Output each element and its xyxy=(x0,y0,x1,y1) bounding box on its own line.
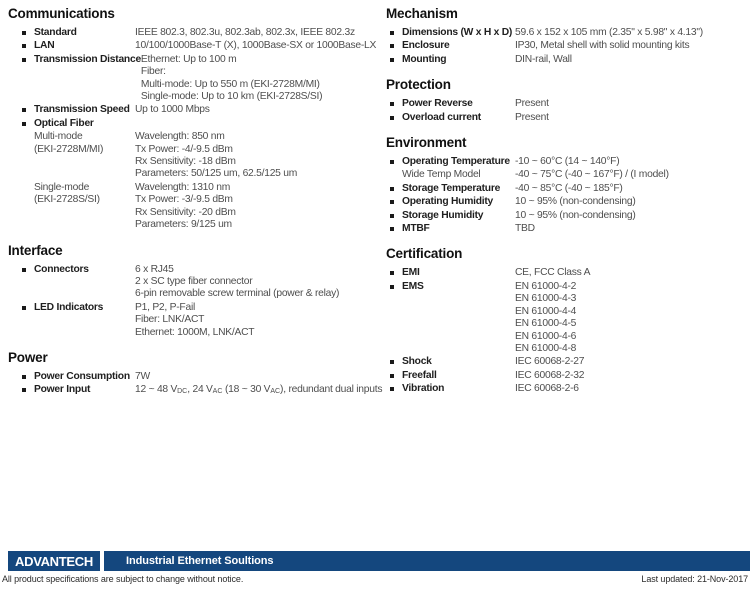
label-text xyxy=(402,356,432,368)
label-line: LAN xyxy=(34,40,55,52)
spec-label xyxy=(386,54,515,66)
spec-label xyxy=(386,383,515,395)
spec-row xyxy=(8,182,380,232)
label-text xyxy=(34,371,130,383)
value-line: Ethernet: 1000M, LNK/ACT xyxy=(135,326,255,338)
value-line: Up to 1000 Mbps xyxy=(135,104,210,116)
spec-label xyxy=(8,118,135,130)
spec-row xyxy=(386,223,746,235)
bullet-icon xyxy=(390,227,394,231)
spec-label xyxy=(386,156,515,168)
spec-row xyxy=(8,302,380,339)
value-line: Tx Power: -3/-9.5 dBm xyxy=(135,194,233,206)
bullet-icon xyxy=(22,108,26,112)
spec-row xyxy=(386,281,746,355)
disclaimer-text: All product specifications are subject to change without notice. xyxy=(2,574,244,584)
value-line: TBD xyxy=(515,223,535,235)
value-line: -40 ~ 75°C (-40 ~ 167°F) / (I model) xyxy=(515,169,669,181)
label-line: EMS xyxy=(402,280,424,292)
section-protection xyxy=(386,77,746,124)
value-line: -40 ~ 85°C (-40 ~ 185°F) xyxy=(515,182,623,194)
spec-row xyxy=(8,27,380,39)
spec-label xyxy=(386,169,515,181)
bullet-icon xyxy=(22,31,26,35)
footer-banner-title: Industrial Ethernet Soultions xyxy=(126,555,274,567)
value-line: Tx Power: -4/-9.5 dBm xyxy=(135,143,233,155)
label-text xyxy=(34,40,54,52)
value-line: IEC 60068-2-6 xyxy=(515,383,579,395)
spec-label xyxy=(386,27,515,39)
spec-value xyxy=(515,112,549,124)
footer-banner xyxy=(104,551,750,571)
spec-row xyxy=(8,40,380,52)
label-line: (EKI-2728M/MI) xyxy=(34,143,104,155)
label-line: Power Consumption xyxy=(34,370,130,382)
value-line: CE, FCC Class A xyxy=(515,267,591,279)
value-line: IEC 60068-2-32 xyxy=(515,369,585,381)
label-text xyxy=(402,183,500,195)
bullet-icon xyxy=(22,268,26,272)
label-line: Freefall xyxy=(402,369,437,381)
section-title: Protection xyxy=(386,77,451,93)
section-certification xyxy=(386,246,746,395)
value-line: DIN-rail, Wall xyxy=(515,53,572,65)
section-interface xyxy=(8,243,380,339)
value-line: 6 x RJ45 xyxy=(135,263,174,275)
bullet-icon xyxy=(390,102,394,106)
section-communications xyxy=(8,6,380,232)
label-line: (EKI-2728S/SI) xyxy=(34,194,100,206)
label-line: Operating Humidity xyxy=(402,196,494,208)
value-line: Rx Sensitivity: -20 dBm xyxy=(135,206,236,218)
bullet-icon xyxy=(390,44,394,48)
label-text xyxy=(34,27,77,39)
spec-label xyxy=(386,267,515,279)
value-line: Present xyxy=(515,98,549,110)
value-line: 7W xyxy=(135,370,150,382)
spec-value xyxy=(135,302,254,339)
spec-value xyxy=(515,156,619,168)
spec-value xyxy=(515,40,689,52)
label-text xyxy=(402,169,480,181)
spec-row xyxy=(386,98,746,110)
label-text xyxy=(402,370,437,382)
value-line: EN 61000-4-5 xyxy=(515,318,577,330)
bullet-icon xyxy=(22,306,26,310)
value-line: -10 ~ 60°C (14 ~ 140°F) xyxy=(515,156,620,168)
value-segment: ), redundant dual inputs xyxy=(280,384,383,396)
value-line: 59.6 x 152 x 105 mm (2.35" x 5.98" x 4.13") xyxy=(515,27,703,38)
spec-row xyxy=(386,112,746,124)
value-line: Multi-mode: Up to 550 m (EKI-2728M/MI) xyxy=(140,78,320,90)
spec-value xyxy=(515,54,572,66)
footer-note xyxy=(2,574,748,584)
bullet-icon xyxy=(22,58,26,62)
advantech-logo xyxy=(8,551,100,571)
bullet-icon xyxy=(390,160,394,164)
bullet-icon xyxy=(390,387,394,391)
section-power xyxy=(8,349,383,398)
spec-label xyxy=(8,27,135,39)
spec-label xyxy=(386,112,515,124)
label-text xyxy=(402,267,420,279)
spec-row xyxy=(386,169,746,181)
value-line: EN 61000-4-6 xyxy=(515,330,577,342)
label-line: MTBF xyxy=(402,223,430,235)
label-line: Shock xyxy=(402,356,432,368)
spec-row xyxy=(8,384,383,397)
label-text xyxy=(402,40,450,52)
value-line: Wavelength: 850 nm xyxy=(135,131,225,143)
section-title: Power xyxy=(8,349,48,365)
value-line: 10/100/1000Base-T (X), 1000Base-SX or 1000Base-LX xyxy=(135,40,377,52)
label-line: Vibration xyxy=(402,383,445,395)
spec-value xyxy=(135,104,210,116)
spec-row xyxy=(386,383,746,395)
bullet-icon xyxy=(390,374,394,378)
label-text xyxy=(402,383,444,395)
value-line: Wavelength: 1310 nm xyxy=(135,181,231,193)
value-line: IP30, Metal shell with solid mounting kits xyxy=(515,40,690,52)
label-text xyxy=(34,104,130,116)
spec-label xyxy=(8,371,135,383)
bullet-icon xyxy=(390,116,394,120)
value-line: IEC 60068-2-27 xyxy=(515,356,585,368)
value-subscript: AC xyxy=(212,388,223,396)
bullet-icon xyxy=(22,388,26,392)
spec-value xyxy=(515,210,636,222)
spec-label xyxy=(386,40,515,52)
label-text xyxy=(34,384,90,396)
spec-value xyxy=(515,196,636,208)
section-title: Environment xyxy=(386,135,467,151)
label-line: Overload current xyxy=(402,111,481,123)
value-line: IEEE 802.3, 802.3u, 802.3ab, 802.3x, IEEE 802.3z xyxy=(135,27,355,38)
bullet-icon xyxy=(390,271,394,275)
label-line: Dimensions (W x H x D) xyxy=(402,27,513,38)
label-line: Single-mode xyxy=(34,181,90,193)
value-segment: (18 ~ 30 V xyxy=(222,384,271,396)
label-line: Storage Temperature xyxy=(402,182,501,194)
label-line: Transmission Distance xyxy=(34,53,141,65)
spec-label xyxy=(386,183,515,195)
value-line: EN 61000-4-3 xyxy=(515,293,577,305)
spec-label xyxy=(8,104,135,116)
spec-label xyxy=(386,210,515,222)
spec-value xyxy=(135,40,376,52)
last-updated-text: Last updated: 21-Nov-2017 xyxy=(641,574,748,584)
value-line: 6-pin removable screw terminal (power & relay) xyxy=(135,288,340,300)
spec-value xyxy=(515,267,590,279)
value-line: EN 61000-4-8 xyxy=(515,342,577,354)
label-text xyxy=(402,223,430,235)
spec-value xyxy=(135,182,236,232)
spec-row xyxy=(386,183,746,195)
spec-label xyxy=(386,356,515,368)
label-line: Enclosure xyxy=(402,40,450,52)
label-line: Wide Temp Model xyxy=(402,169,481,181)
label-text xyxy=(34,131,103,156)
value-line: 2 x SC type fiber connector xyxy=(135,275,253,287)
value-line: Single-mode: Up to 10 km (EKI-2728S/SI) xyxy=(140,91,323,103)
value-line xyxy=(135,384,382,397)
value-line: 10 ~ 95% (non-condensing) xyxy=(515,196,636,208)
spec-value xyxy=(135,371,150,383)
section-mechanism xyxy=(386,6,746,66)
section-title: Mechanism xyxy=(386,6,458,21)
value-segment: 12 ~ 48 V xyxy=(135,384,178,396)
label-text xyxy=(34,54,141,66)
label-line: EMI xyxy=(402,267,420,279)
spec-value xyxy=(515,383,579,395)
spec-label xyxy=(8,264,135,301)
spec-label xyxy=(386,370,515,382)
spec-value xyxy=(515,281,576,355)
label-text xyxy=(34,302,103,314)
spec-row xyxy=(386,54,746,66)
spec-column-left xyxy=(8,6,383,409)
label-text xyxy=(402,196,493,208)
spec-row xyxy=(386,210,746,222)
section-title: Communications xyxy=(8,6,115,21)
value-line: Ethernet: Up to 100 m xyxy=(140,53,237,65)
value-line: Fiber: xyxy=(140,66,166,78)
section-environment xyxy=(386,135,746,235)
spec-value xyxy=(515,183,623,195)
label-line: Mounting xyxy=(402,53,447,65)
spec-row xyxy=(386,40,746,52)
spec-row xyxy=(8,264,380,301)
advantech-logo-text: ADVANTECH xyxy=(15,553,93,569)
spec-value xyxy=(135,384,382,397)
value-line: Fiber: LNK/ACT xyxy=(135,314,205,326)
spec-row xyxy=(8,371,380,383)
label-text xyxy=(402,54,446,66)
bullet-icon xyxy=(390,58,394,62)
label-line: Standard xyxy=(34,27,77,38)
bullet-icon xyxy=(22,122,26,126)
spec-row xyxy=(386,27,746,39)
bullet-icon xyxy=(390,360,394,364)
spec-label xyxy=(386,223,515,235)
label-line: LED Indicators xyxy=(34,301,104,313)
label-line: Storage Humidity xyxy=(402,209,484,221)
spec-value xyxy=(515,370,584,382)
spec-label xyxy=(8,54,141,104)
spec-row xyxy=(8,54,380,104)
spec-row xyxy=(386,370,746,382)
footer xyxy=(0,551,750,571)
bullet-icon xyxy=(22,375,26,379)
spec-value xyxy=(135,131,297,181)
spec-value xyxy=(515,98,549,110)
value-line: Rx Sensitivity: -18 dBm xyxy=(135,156,236,168)
spec-label xyxy=(386,281,515,355)
label-line: Power Reverse xyxy=(402,98,473,110)
label-text xyxy=(402,156,510,168)
spec-row xyxy=(386,267,746,279)
spec-column-right xyxy=(386,6,746,407)
spec-row xyxy=(386,196,746,208)
spec-label xyxy=(8,40,135,52)
value-line: EN 61000-4-2 xyxy=(515,280,577,292)
spec-value xyxy=(515,27,703,39)
spec-value xyxy=(515,356,584,368)
section-title: Interface xyxy=(8,242,63,258)
label-text xyxy=(34,264,89,276)
label-text xyxy=(402,98,473,110)
label-line: Power Input xyxy=(34,384,91,396)
bullet-icon xyxy=(390,187,394,191)
label-line: Optical Fiber xyxy=(34,117,94,129)
value-line: Parameters: 50/125 um, 62.5/125 um xyxy=(135,168,298,180)
label-text xyxy=(34,118,94,130)
value-subscript: AC xyxy=(270,388,281,396)
spec-value xyxy=(135,27,355,39)
label-text xyxy=(402,27,512,39)
spec-label xyxy=(386,196,515,208)
value-line: P1, P2, P-Fail xyxy=(135,301,196,313)
spec-label xyxy=(8,131,135,181)
label-text xyxy=(402,281,424,293)
spec-label xyxy=(8,182,135,232)
bullet-icon xyxy=(390,31,394,35)
spec-value xyxy=(515,169,669,181)
spec-row xyxy=(8,104,380,116)
spec-label xyxy=(386,98,515,110)
value-segment: , 24 V xyxy=(187,384,213,396)
spec-label xyxy=(8,302,135,339)
value-line: EN 61000-4-4 xyxy=(515,305,577,317)
bullet-icon xyxy=(390,214,394,218)
spec-value xyxy=(135,264,339,301)
section-title: Certification xyxy=(386,246,463,262)
spec-label xyxy=(8,384,135,397)
label-text xyxy=(402,112,481,124)
spec-row xyxy=(386,156,746,168)
bullet-icon xyxy=(390,200,394,204)
spec-value xyxy=(141,54,322,104)
label-line: Connectors xyxy=(34,263,89,275)
value-subscript: DC xyxy=(177,388,188,396)
label-text xyxy=(402,210,483,222)
spec-row xyxy=(386,356,746,368)
bullet-icon xyxy=(22,44,26,48)
label-line: Operating Temperature xyxy=(402,156,510,168)
label-line: Multi-mode xyxy=(34,131,83,143)
label-line: Transmission Speed xyxy=(34,104,130,116)
value-line: Present xyxy=(515,111,549,123)
value-line: 10 ~ 95% (non-condensing) xyxy=(515,209,636,221)
spec-value xyxy=(515,223,535,235)
spec-row xyxy=(8,118,380,130)
spec-row xyxy=(8,131,380,181)
value-line: Parameters: 9/125 um xyxy=(135,219,232,231)
label-text xyxy=(34,182,100,207)
bullet-icon xyxy=(390,285,394,289)
